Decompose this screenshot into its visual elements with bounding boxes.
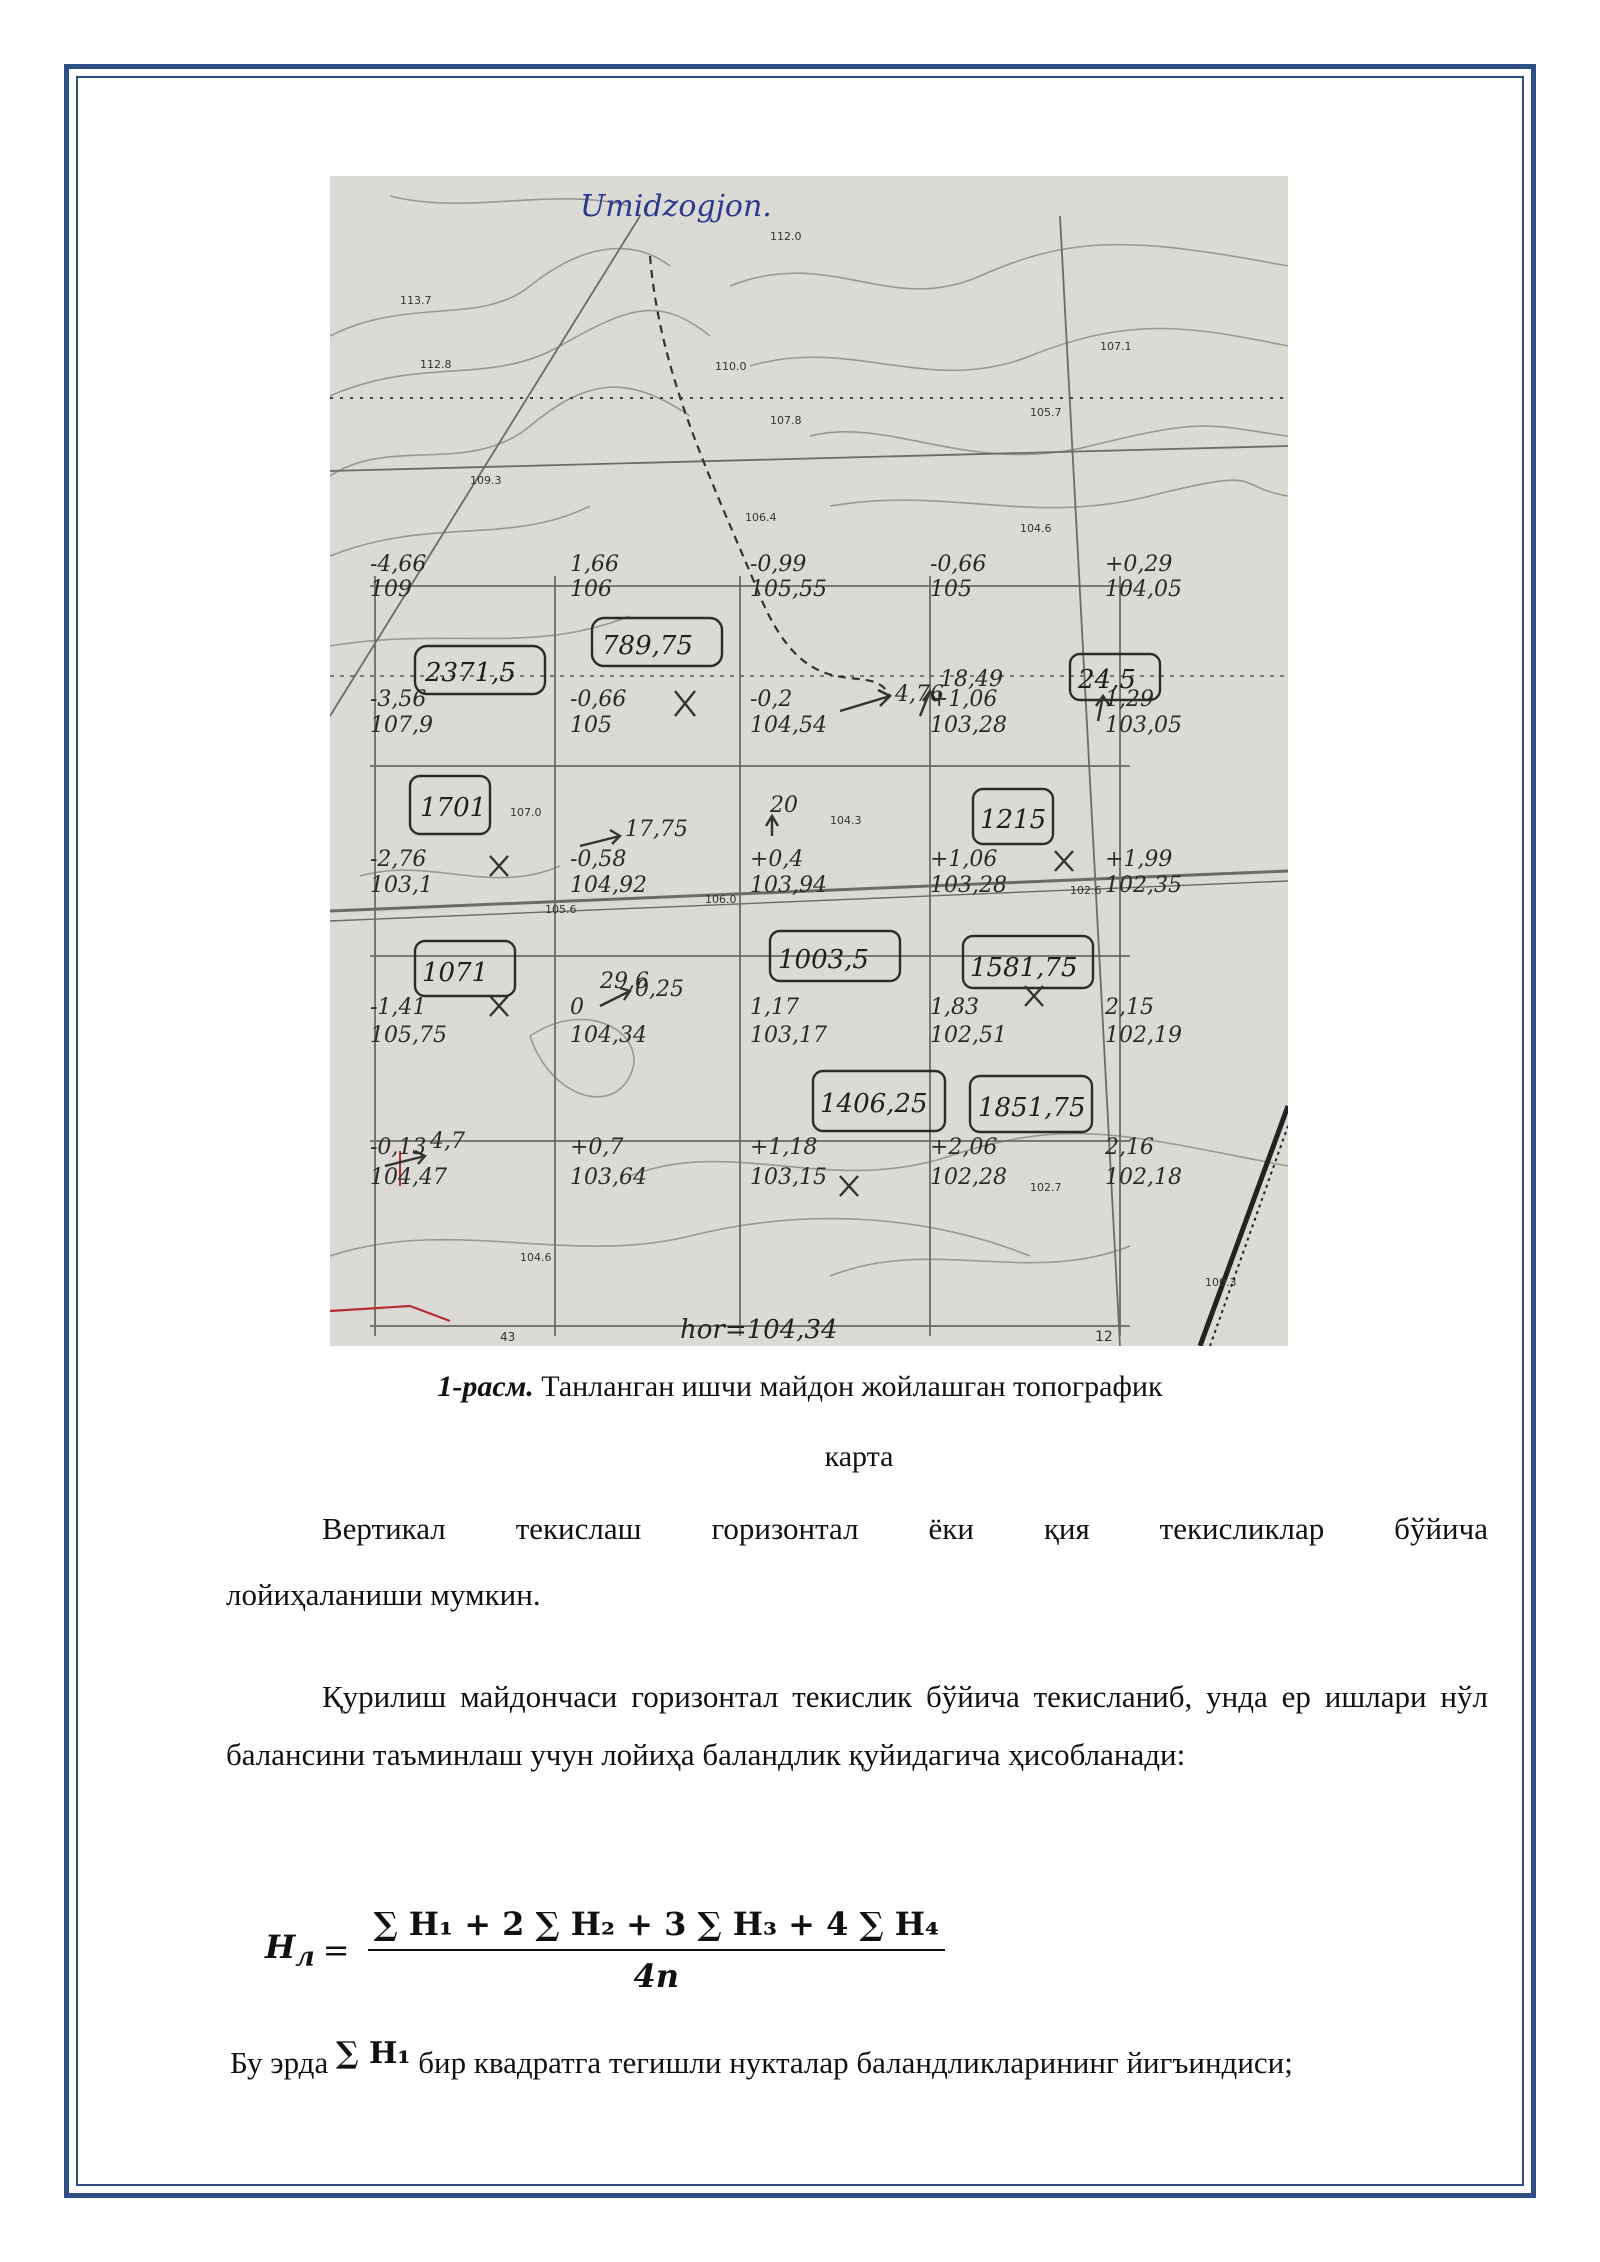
map-cell-volume: 1851,75	[978, 1093, 1086, 1123]
formula-numerator: ∑ H₁ + 2 ∑ H₂ + 3 ∑ H₃ + 4 ∑ H₄	[368, 1905, 945, 1951]
map-grid-black-mark: 103,1	[370, 873, 433, 898]
definition-prefix: Бу эрда	[230, 2045, 336, 2080]
map-grid-black-mark: 105,55	[750, 577, 827, 602]
map-grid-working-mark: +0,4	[750, 847, 804, 872]
map-grid-working-mark: 1,83	[930, 995, 979, 1020]
map-cell-volume: 1215	[980, 805, 1047, 835]
figure-caption-text: Танланган ишчи майдон жойлашган топографик	[533, 1370, 1163, 1403]
map-elevation-label: 106.0	[705, 893, 737, 906]
map-grid-black-mark: 104,54	[750, 713, 827, 738]
map-corner-label-right: 12	[1095, 1329, 1113, 1345]
map-arrow-value: 0,25	[635, 977, 684, 1002]
map-grid-working-mark: -0,99	[750, 552, 807, 577]
map-arrow-value: 18,49	[940, 667, 1003, 692]
map-bottom-note: hor=104,34	[680, 1315, 838, 1345]
map-grid-working-mark: 1,29	[1105, 687, 1154, 712]
figure-caption-label: 1-расм.	[437, 1370, 534, 1403]
map-grid-working-mark: +0,7	[570, 1135, 624, 1160]
map-elevation-label: 104.6	[1020, 522, 1052, 535]
map-grid-working-mark: +2,06	[930, 1135, 998, 1160]
map-elevation-label: 102.7	[1030, 1181, 1062, 1194]
map-cell-volume: 1701	[420, 793, 487, 823]
map-elevation-label: 104.3	[830, 814, 862, 827]
map-elevation-label: 109.3	[470, 474, 502, 487]
map-cell-volume: 2371,5	[425, 658, 516, 688]
map-arrow-value: 29,6	[600, 969, 649, 994]
map-grid-black-mark: 103,05	[1105, 713, 1182, 738]
design-height-formula	[265, 1905, 945, 1995]
map-elevation-label: 104.6	[520, 1251, 552, 1264]
map-cell-volume: 1581,75	[970, 953, 1078, 983]
map-grid-working-mark: -0,58	[570, 847, 627, 872]
map-cell-volume: 24,5	[1078, 665, 1136, 695]
map-elevation-label: 102.6	[1070, 884, 1102, 897]
map-elevation-label: 106.4	[745, 511, 777, 524]
paragraph-2: Қурилиш майдончаси горизонтал текислик бўйича текисланиб, унда ер ишлари нўл балансини таъминлаш учун лойиҳа баландлик қуйидагича ҳисобланади:	[226, 1679, 1488, 1772]
map-grid-working-mark: -0,66	[930, 552, 987, 577]
map-grid-black-mark: 106	[570, 577, 612, 602]
paragraph-1-line-1: Вертикал текислаш горизонтал ёки қия текисликлар бўйича	[322, 1511, 1488, 1546]
map-grid-black-mark: 109	[370, 577, 412, 602]
map-arrow-value: 20	[770, 793, 798, 818]
map-elevation-label: 105.7	[1030, 406, 1062, 419]
map-grid-black-mark: 103,64	[570, 1165, 647, 1190]
map-cell-volume: 789,75	[602, 631, 693, 661]
formula-lhs-subscript: л	[295, 1941, 315, 1973]
topographic-map-image	[330, 176, 1288, 1346]
map-grid-working-mark: -4,66	[370, 552, 427, 577]
map-grid-black-mark: 102,19	[1105, 1023, 1182, 1048]
map-elevation-label: 107.8	[770, 414, 802, 427]
map-grid-black-mark: 107,9	[370, 713, 433, 738]
map-arrow-value: 17,75	[625, 817, 688, 842]
map-grid-black-mark: 104,05	[1105, 577, 1182, 602]
formula-equals: =	[322, 1931, 350, 1969]
map-grid-working-mark: +0,29	[1105, 552, 1173, 577]
sum-symbol: ∑ H₁	[335, 2036, 411, 2071]
figure-caption	[0, 1370, 1600, 1404]
map-grid-black-mark: 103,28	[930, 713, 1007, 738]
map-grid-working-mark: 2,16	[1105, 1135, 1154, 1160]
map-cell-volume: 1406,25	[820, 1089, 928, 1119]
map-grid-black-mark: 103,94	[750, 873, 827, 898]
map-grid-black-mark: 104,47	[370, 1165, 447, 1190]
definition-line	[230, 2036, 1293, 2081]
map-elevation-label: 105.6	[545, 903, 577, 916]
map-corner-label-left: 43	[500, 1330, 516, 1344]
map-grid-black-mark: 105,75	[370, 1023, 447, 1048]
map-grid-working-mark: -3,56	[370, 687, 427, 712]
map-grid-working-mark: 0	[570, 995, 584, 1020]
map-grid-black-mark: 105	[570, 713, 612, 738]
map-elevation-label: 100.3	[1205, 1276, 1237, 1289]
map-grid-working-mark: +1,06	[930, 847, 998, 872]
map-grid-black-mark: 103,28	[930, 873, 1007, 898]
map-grid-working-mark: 2,15	[1105, 995, 1154, 1020]
map-grid-working-mark: -0,66	[570, 687, 627, 712]
map-grid-working-mark: 1,17	[750, 995, 799, 1020]
map-elevation-label: 112.8	[420, 358, 452, 371]
figure-caption-line2: карта	[824, 1440, 894, 1473]
map-grid-working-mark: +1,18	[750, 1135, 818, 1160]
map-elevation-label: 107.1	[1100, 340, 1132, 353]
map-grid-black-mark: 104,92	[570, 873, 647, 898]
map-grid-black-mark: 102,35	[1105, 873, 1182, 898]
map-grid-black-mark: 102,18	[1105, 1165, 1182, 1190]
map-grid-working-mark: -0,13	[370, 1135, 427, 1160]
map-grid-working-mark: +1,06	[930, 687, 998, 712]
map-grid-working-mark: -2,76	[370, 847, 427, 872]
map-grid-working-mark: -0,2	[750, 687, 793, 712]
map-grid-black-mark: 102,51	[930, 1023, 1007, 1048]
map-cell-volume: 1071	[422, 958, 489, 988]
map-grid-working-mark: +1,99	[1105, 847, 1173, 872]
map-elevation-label: 112.0	[770, 230, 802, 243]
map-elevation-label: 110.0	[715, 360, 747, 373]
formula-denominator: 4n	[633, 1957, 680, 1995]
map-grid-black-mark: 102,28	[930, 1165, 1007, 1190]
map-grid-black-mark: 103,17	[750, 1023, 827, 1048]
map-grid-black-mark: 103,15	[750, 1165, 827, 1190]
formula-lhs: $H_л$	[265, 1927, 315, 1973]
map-arrow-value: 4,76	[895, 682, 944, 707]
map-cell-volume: 1003,5	[778, 945, 869, 975]
map-elevation-label: 113.7	[400, 294, 432, 307]
map-grid-black-mark: 105	[930, 577, 972, 602]
map-grid-black-mark: 104,34	[570, 1023, 647, 1048]
map-arrow-value: 4,7	[430, 1129, 465, 1154]
map-elevation-label: 107.0	[510, 806, 542, 819]
paragraph-1-line-2: лойиҳаланиши мумкин.	[226, 1577, 541, 1612]
map-signature: Umidzogjon.	[580, 189, 772, 224]
map-grid-working-mark: 1,66	[570, 552, 619, 577]
formula-fraction	[368, 1905, 945, 1995]
map-grid-working-mark: -1,41	[370, 995, 427, 1020]
definition-text: бир квадратга тегишли нукталар баландликларининг йигъиндиси;	[410, 2045, 1293, 2080]
